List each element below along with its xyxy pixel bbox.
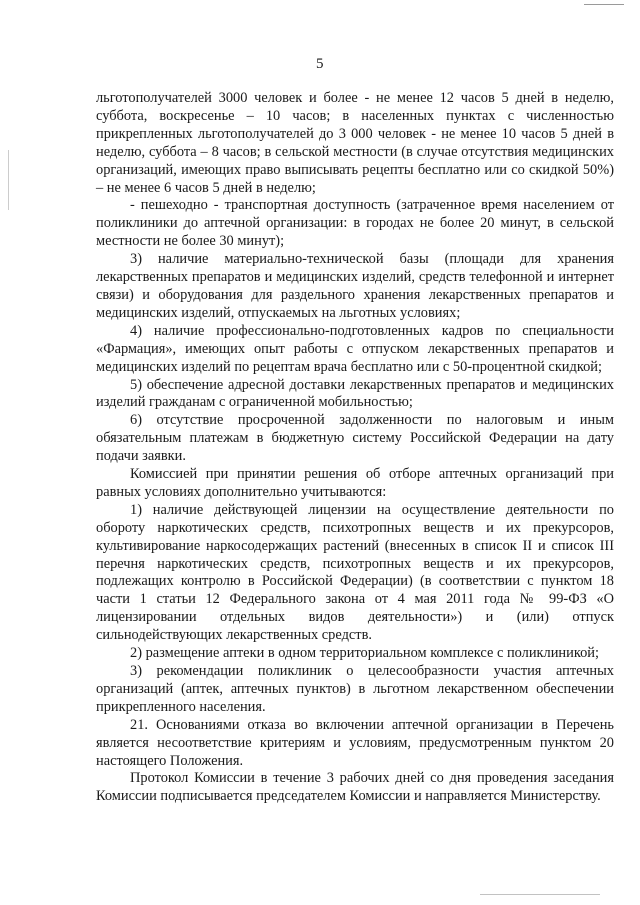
paragraph-21-refusal-grounds: 21. Основаниями отказа во включении аптечной организации в Перечень является несоответствие критериям и условиям, предусмотренным пунктом 20 настоящего Положения. [96,716,614,769]
scan-artifact-left-margin [8,150,9,210]
paragraph-commission-intro: Комиссией при принятии решения об отборе аптечных организаций при равных условиях дополнительно учитываются: [96,466,614,500]
paragraph-extra-2-location: 2) размещение аптеки в одном территориальном комплексе с поликлиникой; [130,645,599,662]
paragraph-extra-1-license: 1) наличие действующей лицензии на осуществление деятельности по обороту наркотических средств, психотропных веществ и их прекурсоров, культивирование наркосодержащих растений (внесенных в список II и список III перечня наркотических средств, психотропных веществ и их прекурсоров, подлежащих контролю в Российской Федерации) (в соответствии с пунктом 18 части 1 статьи 12 Федерального закона от 4 мая 2011 года № 99-ФЗ «О лицензировании отдельных видов деятельности») и (или) отпуск сильнодействующих лекарственных средств. [96,501,614,644]
paragraph-item-6-no-debt: 6) отсутствие просроченной задолженности по налоговым и иным обязательным платежам в бюджетную систему Российской Федерации на дату подачи заявки. [96,412,614,465]
page-number: 5 [316,56,324,72]
document-body [96,90,614,806]
paragraph-item-4-staff: 4) наличие профессионально-подготовленных кадров по специальности «Фармация», имеющих опыт работы с отпуском лекарственных препаратов и медицинских изделий по рецептам врача бесплатно или с 50-процентной скидкой; [96,322,614,375]
scan-artifact-top-right [584,4,624,5]
paragraph-schedule-continuation: льготополучателей 3000 человек и более - не менее 12 часов 5 дней в неделю, суббота, воскресенье – 10 часов; в населенных пунктах с численностью прикрепленных льготополучателей до 3 000 человек - не менее 10 часов 5 дней в неделю, суббота – 8 часов; в сельской местности (в случае отсутствия медицинских организаций, имеющих право выписывать рецепты бесплатно или со скидкой 50%) – не менее 6 часов 5 дней в неделю; [96,90,614,196]
paragraph-item-5-delivery: 5) обеспечение адресной доставки лекарственных препаратов и медицинских изделий гражданам с ограниченной мобильностью; [96,376,614,411]
scan-artifact-bottom-line [480,894,600,895]
paragraph-extra-3-recommendations: 3) рекомендации поликлиник о целесообразности участия аптечных организаций (аптек, аптечных пунктов) в льготном лекарственном обеспечении прикрепленного населения. [96,663,614,715]
paragraph-protocol: Протокол Комиссии в течение 3 рабочих дней со дня проведения заседания Комиссии подписывается председателем Комиссии и направляется Министерству. [96,770,614,805]
paragraph-pedestrian-access: - пешеходно - транспортная доступность (затраченное время населением от поликлиники до аптечной организации: в городах не более 20 минут, в сельской местности не более 30 минут); [96,197,614,250]
paragraph-item-3-material-base: 3) наличие материально-технической базы (площади для хранения лекарственных препаратов и медицинских изделий, средств телефонной и интернет связи) и оборудования для раздельного хранения лекарственных препаратов и медицинских изделий, отпускаемых на льготных условиях; [96,251,614,321]
